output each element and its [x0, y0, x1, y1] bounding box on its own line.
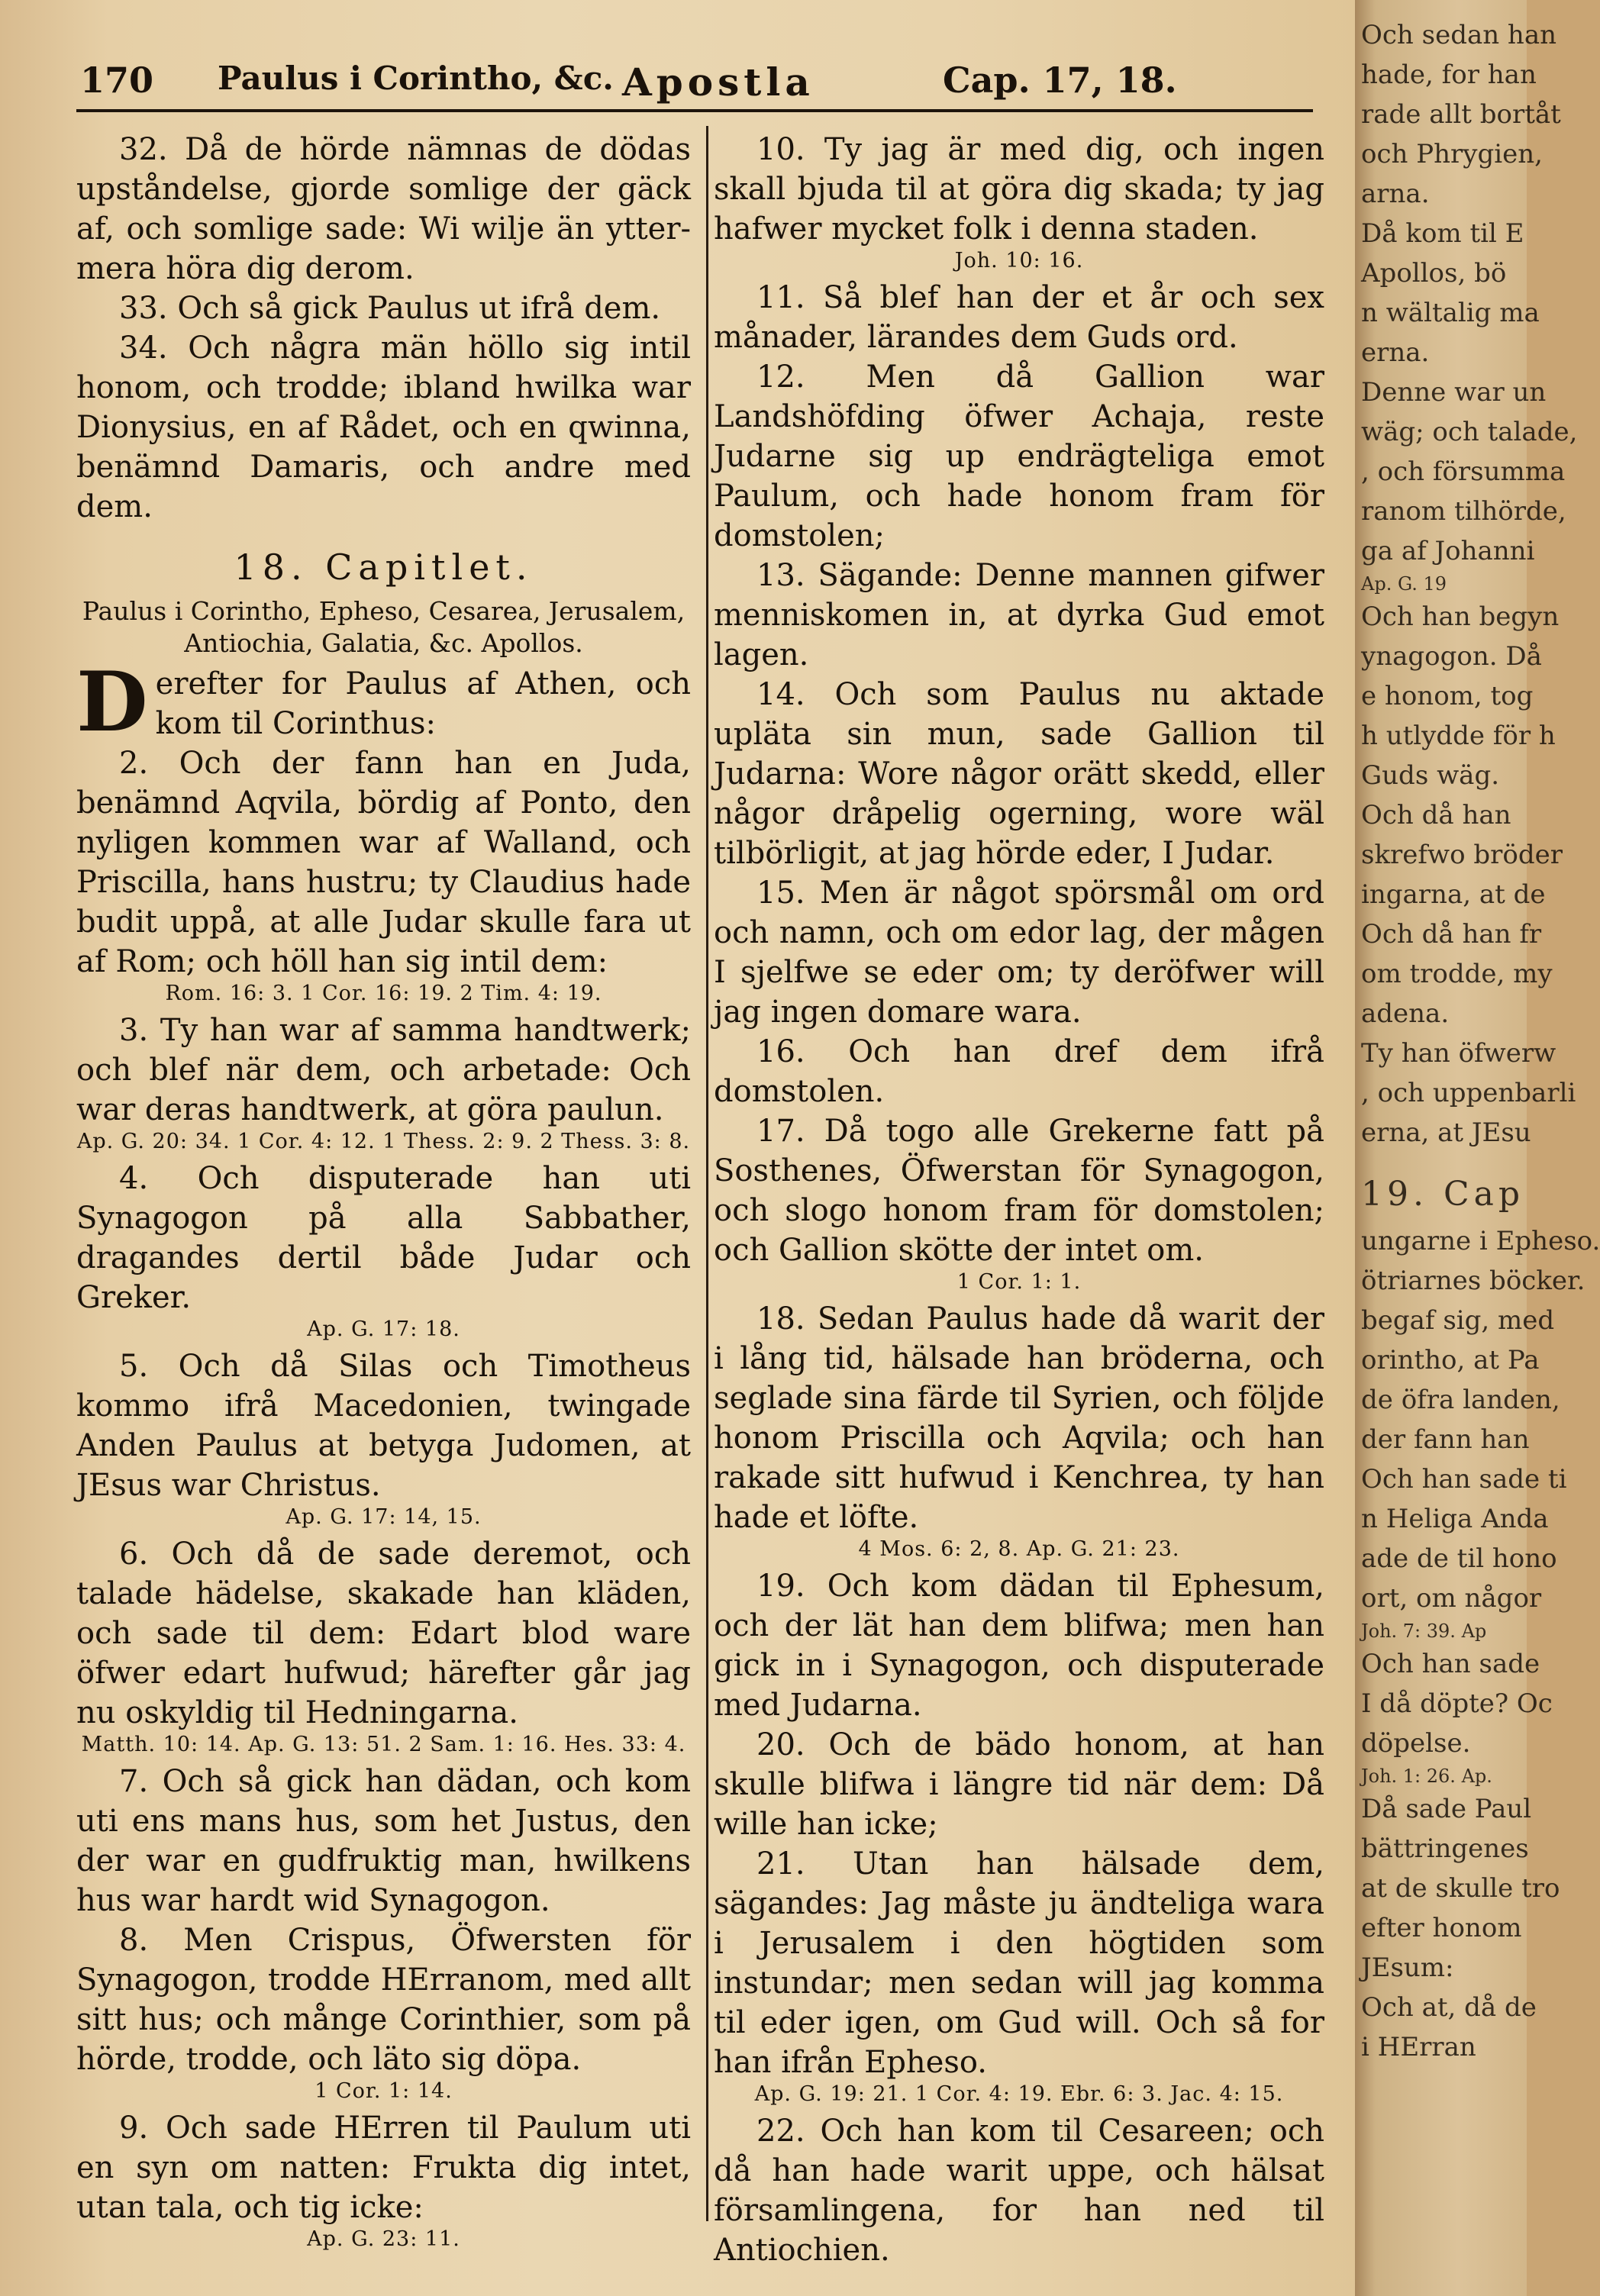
cross-reference: 4 Mos. 6: 2, 8. Ap. G. 21: 23. — [858, 1537, 1180, 1561]
first-verse-text: erefter for Paulus af Athen, och kom til Corinthus: — [155, 666, 691, 741]
next-page-line: Och han begyn — [1361, 601, 1560, 632]
next-page-line: Ap. G. 19 — [1361, 573, 1447, 595]
next-page-line: Ty han öfwerw — [1361, 1038, 1556, 1069]
next-page-line: Då kom til E — [1361, 218, 1524, 249]
next-page-line: I då döpte? Oc — [1361, 1688, 1553, 1719]
next-page-line: ga af Johanni — [1361, 536, 1535, 566]
next-page-line: Joh. 7: 39. Ap — [1361, 1620, 1487, 1642]
verse: 34. Och några män höllo sig intil honom, och trodde; ibland hwilka war Dionysius, en af Rådet, och en qwinna, benämnd Damaris, och andre med dem. — [76, 331, 691, 524]
cross-reference: Rom. 16: 3. 1 Cor. 16: 19. 2 Tim. 4: 19. — [165, 982, 602, 1005]
running-head — [73, 60, 1324, 113]
verse: 33. Och så gick Paulus ut ifrå dem. — [119, 291, 661, 326]
header-rule — [76, 109, 1313, 112]
next-page-line: skrefwo bröder — [1361, 840, 1563, 870]
next-page-line: , och försumma — [1361, 456, 1566, 487]
verse: 4. Och disputerade han uti Synagogon på alla Sabbather, dragandes dertil både Judar och Greker. — [76, 1161, 691, 1315]
verse: 12. Men då Gallion war Landshöfding öfwer Achaja, reste Judarne sig up endrägteliga emot Paulum, och hade honom fram för domstolen; — [714, 360, 1324, 553]
verse: 17. Då togo alle Grekerne fatt på Sosthenes, Öfwerstan för Synagogon, och slogo honom fram för domstolen; och Gallion skötte der intet om. — [714, 1114, 1324, 1268]
next-page-line: döpelse. — [1361, 1728, 1471, 1759]
running-head-left: Paulus i Corintho, &c. — [218, 60, 614, 97]
next-page-line: arna. — [1361, 179, 1430, 209]
verse: 6. Och då de sade deremot, och talade hädelse, skakade han kläden, och sade til dem: Edart blod ware öfwer edart hufwud; härefter går jag nu oskyldig til Hedningarna. — [76, 1537, 691, 1730]
next-page-line: de öfra landen, — [1361, 1385, 1560, 1415]
next-page-line: Apollos, bö — [1361, 258, 1507, 289]
next-page-lines — [1361, 15, 1600, 2067]
next-page-line: ynagogon. Då — [1361, 641, 1542, 672]
verses-before — [76, 130, 691, 527]
next-page-line: och Phrygien, — [1361, 139, 1543, 169]
next-page-line: Och at, då de — [1361, 1992, 1537, 2023]
verse: 9. Och sade HErren til Paulum uti en syn om natten: Frukta dig intet, utan tala, och tig icke: — [76, 2111, 691, 2225]
next-page-line: h utlydde för h — [1361, 721, 1556, 751]
next-page-line: ade de til hono — [1361, 1543, 1557, 1574]
next-page-line: ort, om någor — [1361, 1583, 1542, 1614]
running-head-chapter: Cap. 17, 18. — [943, 60, 1177, 101]
next-page-line: hade, for han — [1361, 60, 1537, 90]
verse: 2. Och der fann han en Juda, benämnd Aqvila, bördig af Ponto, den nyligen kommen war af Walland, och Priscilla, hans hustru; ty Claudius hade budit uppå, at alle Judar skulle fara ut af Rom; och höll han sig intil dem: — [76, 746, 691, 979]
verse: 18. Sedan Paulus hade då warit der i lång tid, hälsade han bröderna, och seglade sina färde til Syrien, och följde honom Priscilla och Aqvila; och han rakade sitt hufwud i Kenchrea, ty han hade et löfte. — [714, 1301, 1324, 1535]
next-page-line: rade allt bortåt — [1361, 99, 1561, 130]
verse: 19. Och kom dädan til Ephesum, och der lät han dem blifwa; men han gick in i Synagogon, och disputerade med Judarna. — [714, 1569, 1324, 1723]
verse: 13. Sägande: Denne mannen gifwer menniskomen in, at dyrka Gud emot lagen. — [714, 558, 1324, 672]
next-page-line: orintho, at Pa — [1361, 1345, 1540, 1375]
next-page-line: Och då han — [1361, 800, 1511, 830]
next-page-line: 19. Cap — [1361, 1175, 1525, 1214]
verse: 20. Och de bädo honom, at han skulle blifwa i längre tid när dem: Då wille han icke; — [714, 1727, 1324, 1842]
next-page-line: Och sedan han — [1361, 20, 1556, 50]
next-page-line: Joh. 1: 26. Ap. — [1361, 1766, 1492, 1787]
next-page-line: ranom tilhörde, — [1361, 496, 1566, 527]
cross-reference: Ap. G. 17: 14, 15. — [285, 1505, 482, 1529]
page-number: 170 — [80, 60, 154, 101]
verse: 15. Men är något spörsmål om ord och namn, och om edor lag, der mågen I sjelfwe se eder om; ty deröfwer will jag ingen domare wara. — [714, 876, 1324, 1030]
next-page-line: ötriarnes böcker. — [1361, 1266, 1585, 1296]
cross-reference: Ap. G. 23: 11. — [307, 2227, 460, 2251]
next-page-line: erna. — [1361, 337, 1430, 368]
right-column — [714, 130, 1324, 2270]
next-page-line: efter honom — [1361, 1913, 1522, 1943]
cross-reference: Ap. G. 17: 18. — [307, 1317, 460, 1341]
verse: 5. Och då Silas och Timotheus kommo ifrå Macedonien, twingade Anden Paulus at betyga Judomen, at JEsus war Christus. — [76, 1349, 691, 1503]
verse: 21. Utan han hälsade dem, sägandes: Jag måste ju ändteliga wara i Jerusalem i den högtiden som instundar; men sedan will jag komma til eder igen, om Gud will. Och så for han ifrån Epheso. — [714, 1846, 1324, 2080]
verse: 10. Ty jag är med dig, och ingen skall bjuda til at göra dig skada; ty jag hafwer mycket folk i denna staden. — [714, 132, 1324, 247]
chapter-summary: Paulus i Corintho, Epheso, Cesarea, Jerusalem, Antiochia, Galatia, &c. Apollos. — [82, 596, 685, 658]
next-page-line: Guds wäg. — [1361, 760, 1500, 791]
next-page-line: n Heliga Anda — [1361, 1504, 1549, 1534]
next-page-line: bättringenes — [1361, 1833, 1529, 1864]
running-head-book: Apostla — [622, 60, 815, 105]
verse: 16. Och han dref dem ifrå domstolen. — [714, 1034, 1324, 1109]
verse: 8. Men Crispus, Öfwersten för Synagogon, trodde HErranom, med allt sitt hus; och månge Corinthier, som på hörde, trodde, och läto sig döpa. — [76, 1923, 691, 2077]
next-page-line: Och han sade ti — [1361, 1464, 1567, 1495]
next-page-line: , och uppenbarli — [1361, 1078, 1576, 1108]
next-page-line: n wältalig ma — [1361, 298, 1540, 328]
left-column — [76, 130, 691, 2256]
next-page-line: JEsum: — [1361, 1953, 1454, 1983]
drop-cap-initial: D — [76, 654, 148, 750]
next-page-line: ingarna, at de — [1361, 879, 1546, 910]
next-page-line: Och då han fr — [1361, 919, 1542, 950]
next-page-line: Då sade Paul — [1361, 1794, 1532, 1824]
next-page-line: erna, at JEsu — [1361, 1117, 1531, 1148]
cross-reference: 1 Cor. 1: 1. — [956, 1270, 1082, 1294]
cross-reference: Joh. 10: 16. — [954, 249, 1084, 272]
next-page-line: der fann han — [1361, 1424, 1530, 1455]
next-page-line: Denne war un — [1361, 377, 1547, 408]
verses-after — [76, 743, 691, 2252]
chapter-heading: 18. Capitlet. — [234, 547, 534, 588]
next-page-line: e honom, tog — [1361, 681, 1534, 711]
next-page-line: ungarne i Epheso. — [1361, 1226, 1600, 1256]
verse: 32. Då de hörde nämnas de dödas upståndelse, gjorde somlige der gäck af, och somlige sade: Wi wilje än ytter-mera höra dig derom. — [76, 132, 691, 286]
right-verses — [714, 130, 1324, 2270]
cross-reference: 1 Cor. 1: 14. — [315, 2079, 453, 2103]
next-page-edge — [1355, 0, 1600, 2296]
next-page-line: begaf sig, med — [1361, 1305, 1555, 1336]
next-page-line: adena. — [1361, 998, 1450, 1029]
next-page-line: Och han sade — [1361, 1649, 1540, 1679]
cross-reference: Ap. G. 20: 34. 1 Cor. 4: 12. 1 Thess. 2: 9. 2 Thess. 3: 8. — [76, 1130, 691, 1153]
cross-reference: Matth. 10: 14. Ap. G. 13: 51. 2 Sam. 1: 16. Hes. 33: 4. — [81, 1733, 686, 1756]
column-divider — [706, 126, 708, 2221]
first-verse — [76, 654, 691, 750]
verse: 11. Så blef han der et år och sex månader, lärandes dem Guds ord. — [714, 280, 1324, 355]
next-page-line: i HErran — [1361, 2032, 1476, 2062]
cross-reference: Ap. G. 19: 21. 1 Cor. 4: 19. Ebr. 6: 3. Jac. 4: 15. — [754, 2082, 1284, 2106]
verse: 7. Och så gick han dädan, och kom uti ens mans hus, som het Justus, den der war en gudfruktig man, hwilkens hus war hardt wid Synagogon. — [76, 1764, 691, 1918]
next-page-line: at de skulle tro — [1361, 1873, 1560, 1904]
next-page-line: wäg; och talade, — [1361, 417, 1578, 447]
verse: 14. Och som Paulus nu aktade upläta sin mun, sade Gallion til Judarna: Wore någor orätt skedd, eller någor dråpelig ogerning, wore wäl tilbörligit, at jag hörde eder, I Judar. — [714, 677, 1324, 871]
verse: 3. Ty han war af samma handtwerk; och blef när dem, och arbetade: Och war deras handtwerk, at göra paulun. — [76, 1013, 691, 1127]
next-page-line: om trodde, my — [1361, 959, 1553, 989]
verse: 22. Och han kom til Cesareen; och då han hade warit uppe, och hälsat församlingena, for han ned til Antiochien. — [714, 2114, 1324, 2268]
